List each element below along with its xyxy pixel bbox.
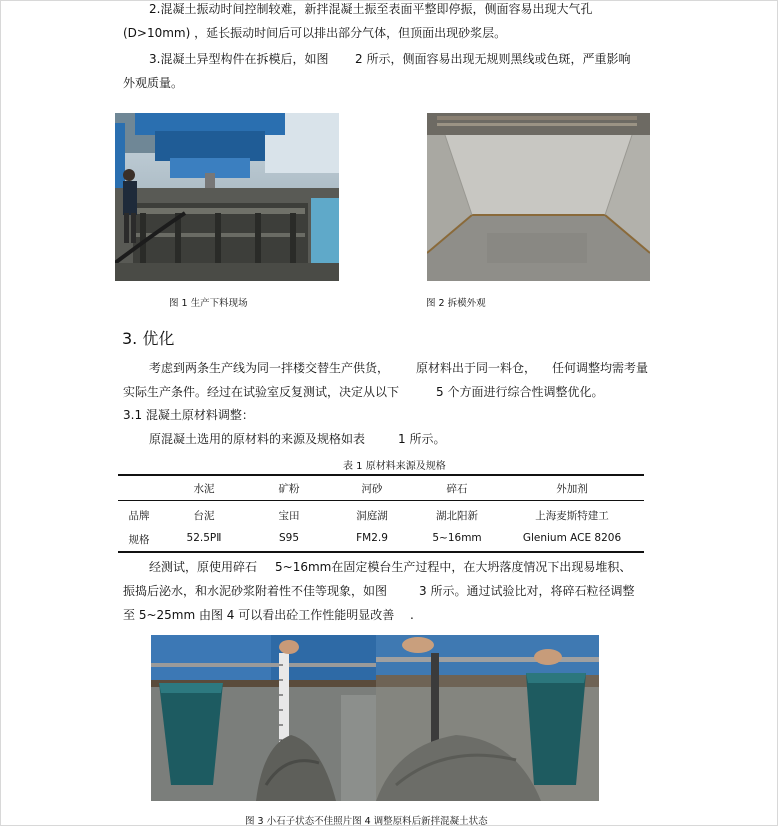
figure-1-photo xyxy=(115,113,339,281)
table-cell: FM2.9 xyxy=(356,532,388,544)
table-header-gravel: 碎石 xyxy=(446,483,468,495)
table-row-label-spec: 规格 xyxy=(128,534,150,546)
figure-1-caption: 图 1 生产下料现场 xyxy=(169,298,248,309)
after-table-line-3a: 至 5~25mm 由图 4 可以看出砼工作性能明显改善 xyxy=(123,608,395,622)
table-cell: 上海麦斯特建工 xyxy=(535,510,609,522)
paragraph-3-line-2: 外观质量。 xyxy=(123,76,184,90)
figure-2-caption: 图 2 拆模外观 xyxy=(426,298,486,309)
after-table-line-3b: . xyxy=(410,608,414,622)
table-bottom-rule xyxy=(118,551,644,553)
figure-3-4-caption: 图 3 小石子状态不佳照片图 4 调整原料后新拌混凝土状态 xyxy=(245,816,488,827)
section-3-intro-line-1c: 任何调整均需考量 xyxy=(552,361,649,375)
figure-4-photo xyxy=(376,635,599,801)
after-table-line-1b: 5~16mm在固定模台生产过程中，在大坍落度情况下出现易堆积、 xyxy=(275,560,632,574)
subsection-3-1-heading: 3.1 混凝土原材料调整： xyxy=(123,408,254,422)
table-row-label-brand: 品牌 xyxy=(128,510,150,522)
paragraph-3-line-1b: 2 所示，侧面容易出现无规则黑线或色斑，严重影响 xyxy=(355,52,631,66)
after-table-line-1a: 经测试，原使用碎石 xyxy=(149,560,258,574)
subsection-3-1-intro-b: 1 所示。 xyxy=(398,432,446,446)
table-cell: 湖北阳新 xyxy=(436,510,478,522)
table-cell: 52.5PⅡ xyxy=(186,532,222,544)
table-header-sand: 河砂 xyxy=(361,483,383,495)
section-3-intro-line-2a: 实际生产条件。经过在试验室反复测试，决定从以下 xyxy=(123,385,400,399)
subsection-3-1-intro-a: 原混凝土选用的原材料的来源及规格如表 xyxy=(149,432,366,446)
paragraph-2-line-2: (D>10mm) ，延长振动时间后可以排出部分气体，但顶面出现砂浆层。 xyxy=(123,26,507,40)
section-3-heading: 3. 优化 xyxy=(122,329,175,348)
table-header-slag: 矿粉 xyxy=(278,483,300,495)
demold-appearance-image xyxy=(427,113,650,281)
table-cell: Glenium ACE 8206 xyxy=(522,532,622,544)
table-cell: 洞庭湖 xyxy=(356,510,388,522)
poor-gravel-concrete-image xyxy=(151,635,376,801)
table-cell: 宝田 xyxy=(278,510,300,522)
table-cell: 5~16mm xyxy=(432,532,482,544)
paragraph-2-line-1: 2.混凝土振动时间控制较难，新拌混凝土振至表面平整即停振，侧面容易出现大气孔 xyxy=(149,2,593,16)
paragraph-3-line-1a: 3.混凝土异型构件在拆模后，如图 xyxy=(149,52,329,66)
table-header-admixture: 外加剂 xyxy=(556,483,588,495)
production-site-image xyxy=(115,113,339,281)
table-top-rule xyxy=(118,474,644,476)
section-3-intro-line-1a: 考虑到两条生产线为同一拌楼交替生产供货， xyxy=(149,361,390,375)
table-header-cement: 水泥 xyxy=(193,483,215,495)
figure-2-photo xyxy=(427,113,650,281)
after-table-line-2b: 3 所示。通过试验比对，将碎石粒径调整 xyxy=(419,584,635,598)
adjusted-concrete-image xyxy=(376,635,599,801)
section-3-intro-line-2b: 5 个方面进行综合性调整优化。 xyxy=(436,385,604,399)
figure-3-photo xyxy=(151,635,376,801)
table-cell: S95 xyxy=(278,532,300,544)
section-3-intro-line-1b: 原材料出于同一料仓， xyxy=(416,361,537,375)
table-header-rule xyxy=(118,500,644,501)
table-1-caption: 表 1 原材料来源及规格 xyxy=(343,461,446,472)
table-cell: 台泥 xyxy=(193,510,215,522)
after-table-line-2a: 振捣后泌水，和水泥砂浆附着性不佳等现象，如图 xyxy=(123,584,388,598)
